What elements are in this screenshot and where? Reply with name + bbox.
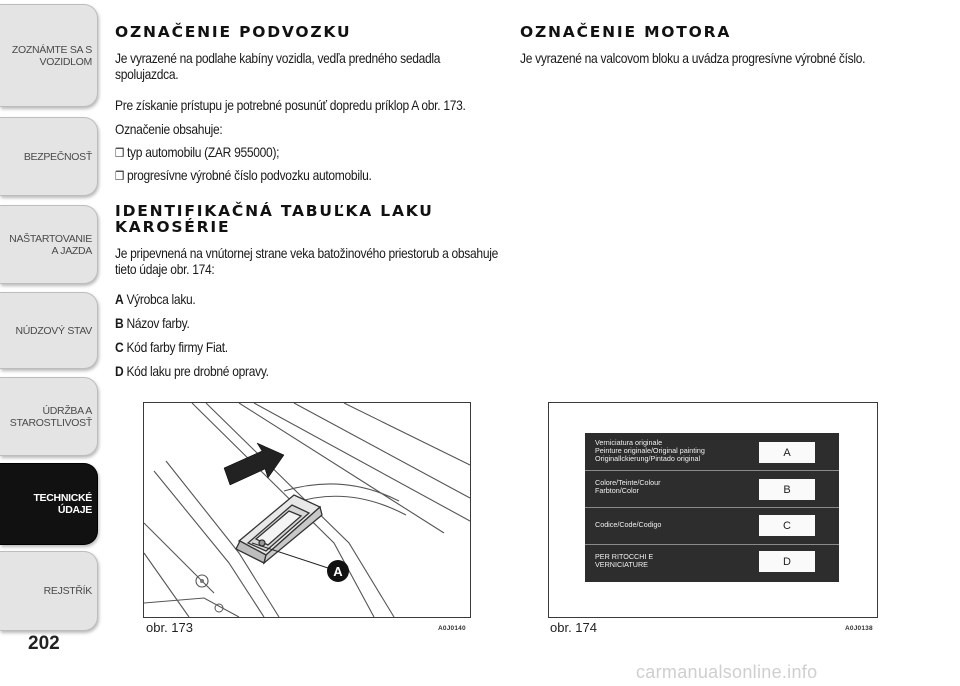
tab-label: NAŠTARTOVANIE A JAZDA	[9, 232, 92, 257]
tab-label: BEZPEČNOSŤ	[23, 150, 92, 163]
sidebar-tab-safety[interactable]	[0, 117, 98, 196]
plate-divider	[585, 470, 839, 471]
paint-identification-plate	[585, 433, 839, 582]
item-text: Kód laku pre drobné opravy.	[126, 363, 269, 379]
tab-label: TECHNICKÉ ÚDAJE	[33, 492, 92, 516]
callout-a-label: A	[333, 564, 343, 579]
plate-box-d: D	[759, 551, 815, 572]
chassis-bullet2	[115, 167, 372, 184]
plate-box-c: C	[759, 515, 815, 536]
item-letter: D	[115, 363, 124, 379]
chassis-para2: Pre získanie prístupu je potrebné posunúť dopredu príklop A obr. 173.	[115, 97, 466, 113]
plate-row2-line2: Farbton/Color	[595, 486, 639, 495]
chassis-cover-illustration	[144, 403, 470, 617]
chassis-para1: Je vyrazené na podlahe kabíny vozidla, vedľa predného sedadla spolujazdca.	[115, 50, 441, 82]
plate-box-b: B	[759, 479, 815, 500]
section-heading-paint-line1: IDENTIFIKAČNÁ TABUĽKA LAKU	[115, 202, 434, 220]
plate-divider	[585, 544, 839, 545]
item-letter: A	[115, 291, 124, 307]
plate-divider	[585, 507, 839, 508]
item-letter: C	[115, 339, 124, 355]
page-number: 202	[28, 633, 60, 654]
plate-row1-line1: Verniciatura originale	[595, 438, 663, 447]
figure-174-caption: obr. 174	[550, 620, 597, 635]
figure-174-code: A0J0138	[845, 625, 873, 632]
plate-row1-line3: Originallckierung/Pintado original	[595, 454, 701, 463]
sidebar-tab-emergency[interactable]	[0, 292, 98, 369]
tab-label: REJSTŘÍK	[43, 585, 92, 597]
item-text: Výrobca laku.	[126, 291, 196, 307]
chassis-bullet1	[115, 144, 279, 161]
paint-item-b	[115, 315, 190, 331]
plate-row2-line1: Colore/Teinte/Colour	[595, 478, 661, 487]
figure-173	[143, 402, 471, 618]
figure-173-caption: obr. 173	[146, 620, 193, 635]
section-heading-paint-line2: KAROSÉRIE	[115, 218, 231, 236]
tab-label: ÚDRŽBA A STAROSTLIVOSŤ	[9, 404, 92, 429]
item-letter: B	[115, 315, 124, 331]
engine-para1: Je vyrazené na valcovom bloku a uvádza progresívne výrobné číslo.	[520, 50, 866, 66]
chassis-para3: Označenie obsahuje:	[115, 121, 223, 137]
tab-label: ZOZNÁMTE SA S VOZIDLOM	[11, 43, 92, 68]
sidebar-tab-driving[interactable]	[0, 205, 98, 284]
paint-para1: Je pripevnená na vnútornej strane veka batožinového priestorub a obsahuje tieto údaje obr. 174:	[115, 245, 498, 277]
checkbox-bullet-icon: ❒	[115, 169, 124, 183]
figure-173-code: A0J0140	[438, 625, 466, 632]
plate-row4-line1: PER RITOCCHI E	[595, 552, 654, 561]
section-heading-chassis: OZNAČENIE PODVOZKU	[115, 23, 352, 41]
checkbox-bullet-icon: ❒	[115, 146, 124, 160]
tab-label: NÚDZOVÝ STAV	[15, 324, 92, 337]
paint-item-a	[115, 291, 195, 307]
sidebar-tab-technical[interactable]	[0, 463, 98, 545]
figure-174	[548, 402, 878, 618]
item-text: Názov farby.	[126, 315, 190, 331]
bullet-text: typ automobilu (ZAR 955000);	[127, 144, 280, 160]
plate-box-a: A	[759, 442, 815, 463]
section-heading-engine: OZNAČENIE MOTORA	[520, 23, 732, 41]
sidebar-tab-vehicle[interactable]	[0, 4, 98, 107]
bullet-text: progresívne výrobné číslo podvozku automobilu.	[127, 167, 372, 183]
plate-row1-line2: Peinture originale/Original painting	[595, 446, 705, 455]
paint-item-c	[115, 339, 228, 355]
item-text: Kód farby firmy Fiat.	[126, 339, 228, 355]
sidebar-tab-maintenance[interactable]	[0, 377, 98, 456]
paint-item-d	[115, 363, 269, 379]
plate-row3-line1: Codice/Code/Codigo	[595, 520, 662, 529]
watermark: carmanualsonline.info	[636, 662, 818, 682]
sidebar-tab-index[interactable]	[0, 551, 98, 631]
plate-row4-line2: VERNICIATURE	[595, 560, 648, 569]
